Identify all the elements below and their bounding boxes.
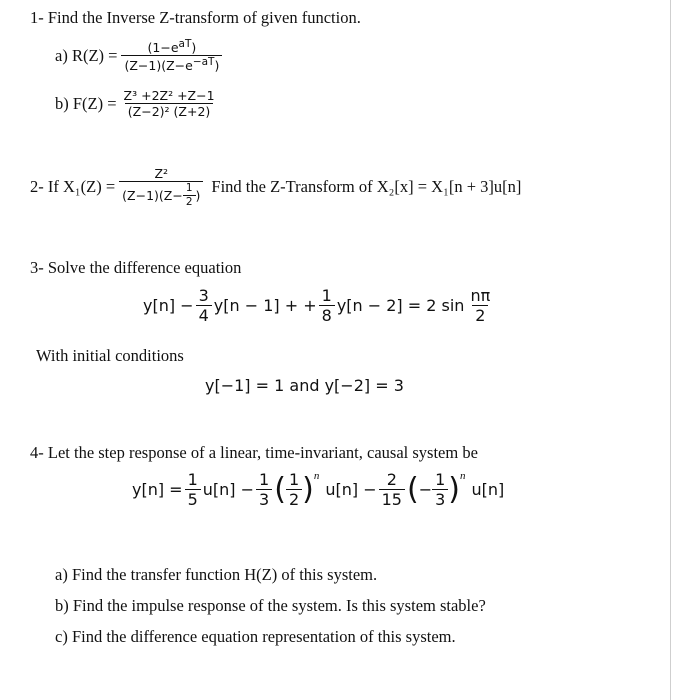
part-b-label: b) F(Z) =: [55, 93, 117, 113]
problem4-p1-num: 1: [288, 470, 300, 489]
problem2-denominator-right-open: (Z−: [158, 187, 183, 203]
problem4-t3: u[n]: [471, 480, 505, 500]
problem3-eq-part1: y[n] −: [143, 296, 194, 316]
problem3-coef2: [319, 286, 335, 325]
problem3-eq-part3: y[n − 2] = 2 sin: [336, 296, 465, 316]
problem2-half-fraction: [183, 182, 196, 208]
problem4-p1-den: 2: [286, 489, 302, 509]
problem2: [30, 166, 521, 208]
problem3-heading: 3- Solve the difference equation: [30, 258, 242, 277]
problem4-part-c: c) Find the difference equation representation of this system.: [55, 627, 456, 646]
left-paren: (: [406, 471, 419, 507]
problem3-coef1: [196, 286, 212, 325]
part-a-label: a) R(Z) =: [55, 45, 118, 65]
problem4-part-b: b) Find the impulse response of the system. Is this system stable?: [55, 596, 486, 615]
problem2-suffix: Find the Z-Transform of X₂[x] = X₁[n + 3]u[n]: [211, 177, 522, 197]
problem4-c1-den: 5: [185, 489, 201, 509]
problem3-coef2-num: 1: [321, 286, 332, 305]
part-a-denominator-close: ): [214, 58, 220, 74]
part-a-denominator: (Z−1)(Z−e: [124, 58, 193, 74]
problem1-heading: 1- Find the Inverse Z-transform of given function.: [30, 8, 361, 27]
problem4-part-a: a) Find the transfer function H(Z) of this system.: [55, 565, 378, 584]
page-right-border: [670, 0, 671, 700]
part-a-numerator-exp: aT: [178, 38, 192, 50]
problem2-half-num: 1: [185, 182, 193, 194]
problem3-coef2-den: 8: [319, 305, 335, 325]
problem3-sin-arg: [467, 286, 493, 325]
problem4-c1: [185, 470, 201, 509]
problem3-initial-label: With initial conditions: [36, 346, 184, 365]
problem2-fraction: [119, 166, 203, 208]
problem2-prefix: 2- If X₁(Z) =: [30, 177, 116, 197]
problem4-t1: u[n] −: [202, 480, 255, 500]
part-a-fraction: [121, 38, 222, 73]
problem1-part-b: [55, 88, 218, 119]
problem3-equation: [143, 286, 493, 325]
problem2-numerator: Z²: [154, 166, 169, 181]
problem2-denominator-right-close: ): [195, 187, 201, 203]
part-b-fraction: [121, 88, 218, 119]
problem3-initial-conditions: y[−1] = 1 and y[−2] = 3: [205, 376, 404, 395]
left-paren: (: [274, 471, 286, 507]
problem4-c3-den: 15: [379, 489, 405, 509]
part-a-numerator: (1−e: [147, 40, 179, 56]
problem1-part-a: [55, 38, 222, 73]
part-a-denominator-exp: −aT: [192, 56, 215, 69]
problem4-p2-sign: −: [418, 480, 433, 500]
problem4-heading: 4- Let the step response of a linear, time-invariant, causal system be: [30, 443, 478, 462]
part-a-numerator-close: ): [191, 40, 197, 56]
problem2-half-den: 2: [183, 195, 196, 209]
problem4-c3: [379, 470, 405, 509]
problem3-sin-num: nπ: [470, 286, 491, 305]
problem2-denominator-left: (Z−1): [122, 187, 159, 203]
problem4-eq-lhs: y[n] =: [132, 480, 183, 500]
problem4-equation: [132, 470, 504, 509]
problem3-sin-den: 2: [472, 305, 488, 325]
problem4-p2-den: 3: [432, 489, 448, 509]
right-paren: ): [448, 471, 461, 507]
problem4-c1-num: 1: [187, 470, 198, 489]
problem3-eq-part2: y[n − 1] + +: [213, 296, 317, 316]
problem4-c2: [256, 470, 272, 509]
problem4-exp1: n: [313, 469, 320, 482]
problem4-p1: [286, 470, 302, 509]
part-b-numerator: Z³ +2Z² +Z−1: [123, 88, 215, 103]
problem4-t2: u[n] −: [325, 480, 377, 500]
problem3-coef1-den: 4: [196, 305, 212, 325]
problem4-exp2: n: [460, 469, 466, 482]
right-paren: ): [302, 471, 314, 507]
problem4-p2-num: 1: [435, 470, 446, 489]
problem3-coef1-num: 3: [198, 286, 209, 305]
problem4-c3-num: 2: [386, 470, 397, 489]
problem4-c2-num: 1: [259, 470, 270, 489]
problem4-c2-den: 3: [256, 489, 272, 509]
problem4-p2: [432, 470, 448, 509]
part-b-denominator: (Z−2)² (Z+2): [125, 103, 213, 119]
